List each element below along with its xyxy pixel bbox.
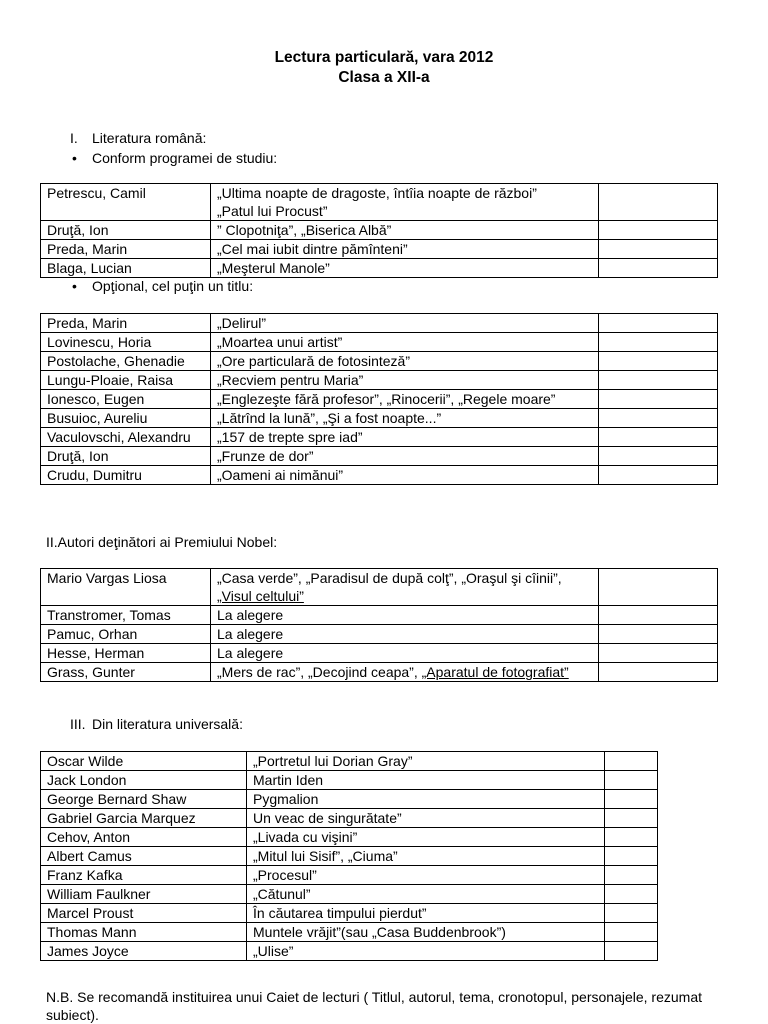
author-cell: Transtromer, Tomas: [41, 606, 211, 625]
table-row: [41, 885, 658, 904]
author-cell: Crudu, Dumitru: [41, 466, 211, 485]
document-title: Lectura particulară, vara 2012: [274, 49, 494, 66]
table-row: [41, 625, 718, 644]
author-cell: Ionesco, Eugen: [41, 390, 211, 409]
author-cell: Marcel Proust: [41, 904, 247, 923]
section-1-heading: Literatura română:: [92, 130, 207, 146]
section-2-heading: II.Autori deţinători ai Premiului Nobel:: [46, 534, 278, 550]
title-cell: La alegere: [211, 644, 599, 663]
title-cell: [211, 569, 599, 606]
title-cell: „Moartea unui artist”: [211, 333, 599, 352]
footnote: N.B. Se recomandă instituirea unui Caiet de lecturi ( Titlul, autorul, tema, cronotopul, personajele, rezumat subiect).: [46, 989, 702, 1023]
empty-cell: [605, 771, 658, 790]
table-row: [41, 390, 718, 409]
document-subtitle: Clasa a XII-a: [338, 69, 430, 86]
table-row: [41, 809, 658, 828]
table-row: [41, 447, 718, 466]
title-text: „Mers de rac”, „Decojind ceapa”,: [217, 664, 422, 680]
empty-cell: [599, 644, 718, 663]
title-cell: „Englezeşte fără profesor”, „Rinocerii”, „Regele moare”: [211, 390, 599, 409]
title-cell: Pygmalion: [247, 790, 605, 809]
table-row: [41, 606, 718, 625]
author-cell: Gabriel Garcia Marquez: [41, 809, 247, 828]
title-cell: „Cel mai iubit dintre pămînteni”: [211, 240, 599, 259]
title-text: „Casa verde”, „Paradisul de după colţ”, „Oraşul şi cîinii”,: [217, 570, 562, 586]
author-cell: Grass, Gunter: [41, 663, 211, 682]
author-cell: Preda, Marin: [41, 240, 211, 259]
table-row: [41, 663, 718, 682]
bullet-icon: •: [72, 278, 77, 294]
table-row: [41, 866, 658, 885]
title-cell: Un veac de singurătate”: [247, 809, 605, 828]
empty-cell: [599, 314, 718, 333]
author-cell: Blaga, Lucian: [41, 259, 211, 278]
title-cell: [211, 184, 599, 221]
empty-cell: [605, 828, 658, 847]
title-cell: „Portretul lui Dorian Gray”: [247, 752, 605, 771]
author-cell: Franz Kafka: [41, 866, 247, 885]
empty-cell: [599, 371, 718, 390]
table-row: [41, 790, 658, 809]
empty-cell: [599, 663, 718, 682]
title-cell: Muntele vrăjit”(sau „Casa Buddenbrook”): [247, 923, 605, 942]
bullet-2-text: Opţional, cel puţin un titlu:: [92, 278, 254, 294]
empty-cell: [605, 904, 658, 923]
empty-cell: [599, 606, 718, 625]
title-line-1: „Ultima noapte de dragoste, întîia noapte de război”: [217, 185, 537, 201]
section-3-heading: Din literatura universală:: [92, 716, 243, 732]
empty-cell: [599, 466, 718, 485]
title-cell: La alegere: [211, 625, 599, 644]
empty-cell: [599, 428, 718, 447]
table-row: [41, 409, 718, 428]
empty-cell: [599, 221, 718, 240]
author-cell: William Faulkner: [41, 885, 247, 904]
table-row: [41, 942, 658, 961]
table-row: [41, 314, 718, 333]
author-cell: Cehov, Anton: [41, 828, 247, 847]
table-row: [41, 771, 658, 790]
empty-cell: [605, 923, 658, 942]
title-underlined: „Aparatul de fotografiat”: [421, 664, 569, 680]
title-line-2: „Patul lui Procust”: [217, 203, 328, 219]
title-cell: „Livada cu vişini”: [247, 828, 605, 847]
empty-cell: [599, 240, 718, 259]
table-row: [41, 240, 718, 259]
table-row: [41, 923, 658, 942]
title-cell: „Ulise”: [247, 942, 605, 961]
empty-cell: [605, 942, 658, 961]
author-cell: Druţă, Ion: [41, 221, 211, 240]
author-cell: Petrescu, Camil: [41, 184, 211, 221]
table-row: [41, 259, 718, 278]
title-cell: „Lătrînd la lună”, „Şi a fost noapte...”: [211, 409, 599, 428]
empty-cell: [605, 809, 658, 828]
title-cell: Martin Iden: [247, 771, 605, 790]
author-cell: Lungu-Ploaie, Raisa: [41, 371, 211, 390]
table-row: [41, 847, 658, 866]
title-cell: „Cătunul”: [247, 885, 605, 904]
table-row: [41, 428, 718, 447]
author-cell: James Joyce: [41, 942, 247, 961]
title-cell: „Ore particulară de fotosinteză”: [211, 352, 599, 371]
empty-cell: [599, 352, 718, 371]
author-cell: Postolache, Ghenadie: [41, 352, 211, 371]
title-cell: La alegere: [211, 606, 599, 625]
author-cell: Druţă, Ion: [41, 447, 211, 466]
empty-cell: [599, 569, 718, 606]
empty-cell: [605, 847, 658, 866]
title-cell: „Mitul lui Sisif”, „Ciuma”: [247, 847, 605, 866]
table-universala: [40, 751, 658, 961]
table-row: [41, 569, 718, 606]
author-cell: Lovinescu, Horia: [41, 333, 211, 352]
author-cell: Busuioc, Aureliu: [41, 409, 211, 428]
table-row: [41, 333, 718, 352]
table-row: [41, 352, 718, 371]
empty-cell: [605, 866, 658, 885]
title-underlined: „Visul celtului”: [217, 588, 304, 604]
table-row: [41, 466, 718, 485]
title-cell: În căutarea timpului pierdut”: [247, 904, 605, 923]
table-row: [41, 221, 718, 240]
author-cell: Oscar Wilde: [41, 752, 247, 771]
author-cell: Pamuc, Orhan: [41, 625, 211, 644]
table-romana-optional: [40, 313, 718, 485]
title-cell: „157 de trepte spre iad”: [211, 428, 599, 447]
author-cell: George Bernard Shaw: [41, 790, 247, 809]
title-cell: „Delirul”: [211, 314, 599, 333]
author-cell: Preda, Marin: [41, 314, 211, 333]
empty-cell: [599, 447, 718, 466]
empty-cell: [599, 390, 718, 409]
table-romana-obligatoriu: [40, 183, 718, 278]
table-row: [41, 184, 718, 221]
author-cell: Albert Camus: [41, 847, 247, 866]
section-3-numeral: III.: [70, 716, 86, 732]
title-cell: „Procesul”: [247, 866, 605, 885]
empty-cell: [599, 409, 718, 428]
author-cell: Jack London: [41, 771, 247, 790]
author-cell: Hesse, Herman: [41, 644, 211, 663]
title-cell: [211, 663, 599, 682]
empty-cell: [599, 259, 718, 278]
bullet-icon: •: [72, 150, 77, 166]
title-cell: „Meşterul Manole”: [211, 259, 599, 278]
author-cell: Mario Vargas Liosa: [41, 569, 211, 606]
table-row: [41, 644, 718, 663]
table-nobel: [40, 568, 718, 682]
table-row: [41, 828, 658, 847]
empty-cell: [599, 333, 718, 352]
empty-cell: [599, 184, 718, 221]
empty-cell: [605, 790, 658, 809]
author-cell: Vaculovschi, Alexandru: [41, 428, 211, 447]
empty-cell: [605, 752, 658, 771]
table-row: [41, 752, 658, 771]
title-cell: „Recviem pentru Maria”: [211, 371, 599, 390]
empty-cell: [599, 625, 718, 644]
table-row: [41, 904, 658, 923]
author-cell: Thomas Mann: [41, 923, 247, 942]
title-cell: „Oameni ai nimănui”: [211, 466, 599, 485]
table-row: [41, 371, 718, 390]
bullet-1-text: Conform programei de studiu:: [92, 150, 278, 166]
title-cell: ” Clopotniţa”, „Biserica Albă”: [211, 221, 599, 240]
empty-cell: [605, 885, 658, 904]
title-cell: „Frunze de dor”: [211, 447, 599, 466]
section-1-numeral: I.: [70, 130, 78, 146]
